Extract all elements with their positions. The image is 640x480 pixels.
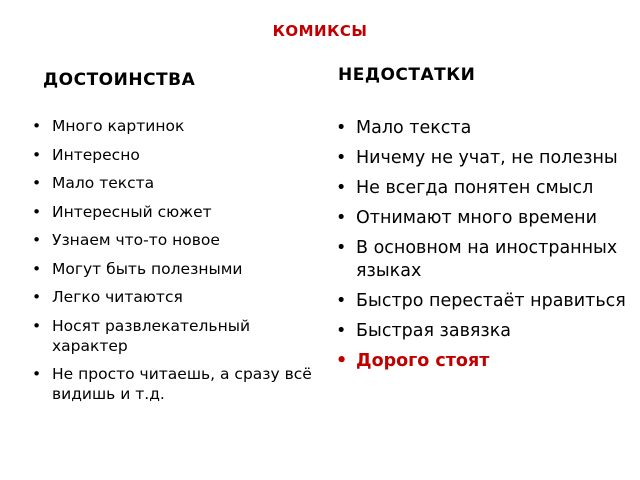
disadvantage-item: • Ничему не учат, не полезны	[334, 147, 634, 170]
disadvantage-item: • Быстрая завязка	[334, 320, 634, 343]
disadvantage-item: • Отнимают много времени	[334, 207, 634, 230]
advantage-item: • Легко читаются	[30, 287, 320, 307]
advantage-item: • Носят развлекательный характер	[30, 316, 320, 356]
advantage-item: • Узнаем что-то новое	[30, 230, 320, 250]
disadvantages-list	[334, 117, 634, 380]
advantage-item: • Мало текста	[30, 173, 320, 193]
advantage-item: • Могут быть полезными	[30, 259, 320, 279]
advantages-heading: ДОСТОИНСТВА	[43, 70, 196, 90]
slide-title: КОМИКСЫ	[272, 22, 368, 40]
disadvantage-item-highlighted: • Дорого стоят	[334, 350, 634, 373]
disadvantage-item: • Не всегда понятен смысл	[334, 177, 634, 200]
disadvantage-item: • Быстро перестаёт нравиться	[334, 290, 634, 313]
advantage-item: • Интересно	[30, 145, 320, 165]
advantage-item: • Много картинок	[30, 116, 320, 136]
advantage-item: • Не просто читаешь, а сразу всё видишь и т.д.	[30, 364, 320, 404]
advantage-item: • Интересный сюжет	[30, 202, 320, 222]
disadvantages-heading: НЕДОСТАТКИ	[338, 65, 476, 85]
disadvantage-item: • В основном на иностранных языках	[334, 237, 634, 283]
advantages-list	[30, 116, 320, 413]
disadvantage-item: • Мало текста	[334, 117, 634, 140]
